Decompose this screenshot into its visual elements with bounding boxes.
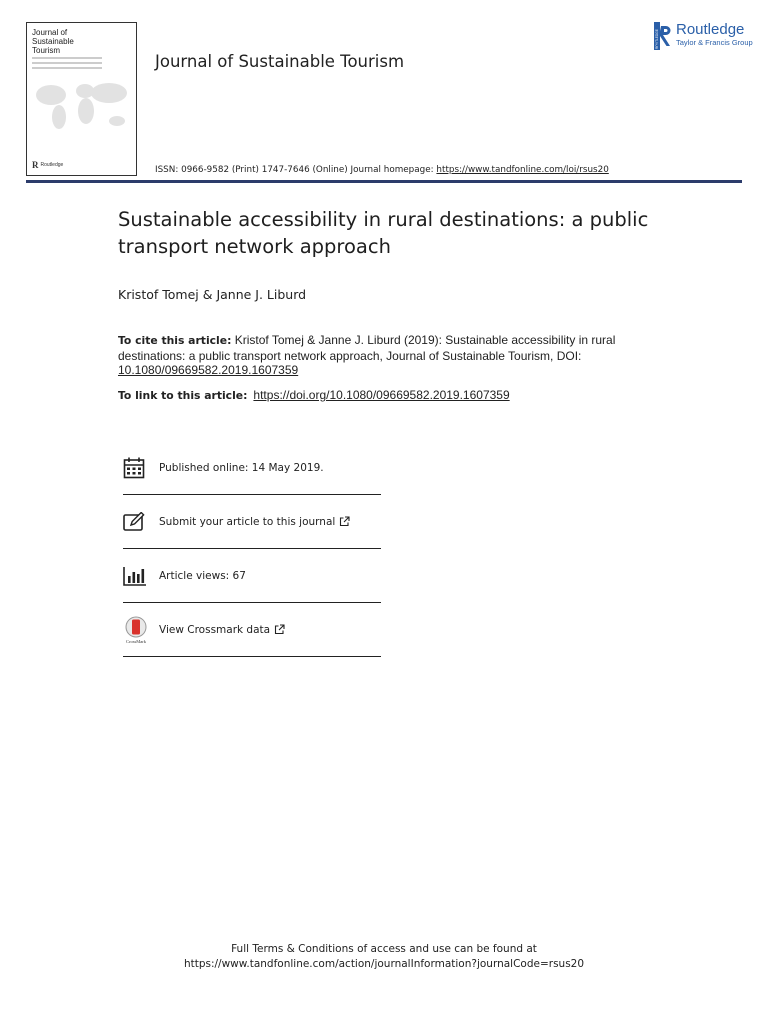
world-map-image [33, 75, 131, 135]
issn-line: ISSN: 0966-9582 (Print) 1747-7646 (Online) Journal homepage: https://www.tandfonline.com/loi/rsus20 [155, 165, 609, 175]
article-views-row [123, 549, 381, 603]
edit-icon [123, 512, 159, 532]
routledge-tagline: Taylor & Francis Group [676, 38, 753, 47]
bar-chart-icon [123, 566, 159, 586]
header-rule [26, 180, 742, 183]
article-views-text: Article views: 67 [159, 569, 246, 582]
footer-line-1: Full Terms & Conditions of access and use can be found at [231, 943, 537, 955]
citation-block [118, 333, 638, 378]
published-online-row [123, 441, 381, 495]
article-actions [123, 441, 381, 657]
svg-text:CrossMark: CrossMark [126, 638, 146, 644]
view-crossmark-link[interactable]: View Crossmark data [159, 623, 271, 636]
cite-doi-link[interactable]: 10.1080/09669582.2019.1607359 [118, 363, 299, 377]
routledge-logo [654, 22, 753, 50]
footer-terms-link[interactable]: https://www.tandfonline.com/action/journalInformation?journalCode=rsus20 [183, 958, 585, 970]
external-link-icon [274, 624, 285, 635]
journal-cover-thumbnail [26, 22, 137, 176]
crossmark-row[interactable] [123, 603, 381, 657]
article-link-line [118, 388, 510, 402]
crossmark-icon [123, 616, 159, 644]
submit-article-link[interactable]: Submit your article to this journal [159, 515, 336, 528]
link-label: To link to this article: [118, 389, 248, 402]
article-title: Sustainable accessibility in rural destinations: a public transport network approach [118, 208, 649, 258]
svg-text:ROUTLEDGE: ROUTLEDGE [655, 29, 659, 49]
cite-text: Kristof Tomej & Janne J. Liburd (2019): Sustainable accessibility in rural destinations: a public transport network approach, Journal of Sustainable Tourism, DOI: [118, 333, 616, 363]
cite-label: To cite this article: [118, 334, 232, 347]
journal-name: Journal of Sustainable Tourism [155, 52, 405, 71]
published-online-text: Published online: 14 May 2019. [159, 461, 324, 474]
submit-article-row[interactable] [123, 495, 381, 549]
article-authors: Kristof Tomej & Janne J. Liburd [118, 287, 307, 302]
external-link-icon [339, 516, 350, 527]
terms-footer [0, 942, 768, 972]
cover-title: Journal of Sustainable Tourism [32, 28, 74, 55]
calendar-icon [123, 457, 159, 479]
cover-publisher-logo: R Routledge [32, 160, 64, 170]
article-doi-link[interactable]: https://doi.org/10.1080/09669582.2019.1607359 [253, 388, 510, 402]
routledge-mark-icon [654, 22, 672, 50]
routledge-name: Routledge [676, 21, 745, 38]
journal-homepage-link[interactable]: https://www.tandfonline.com/loi/rsus20 [436, 165, 609, 175]
cover-subtext [32, 57, 102, 72]
